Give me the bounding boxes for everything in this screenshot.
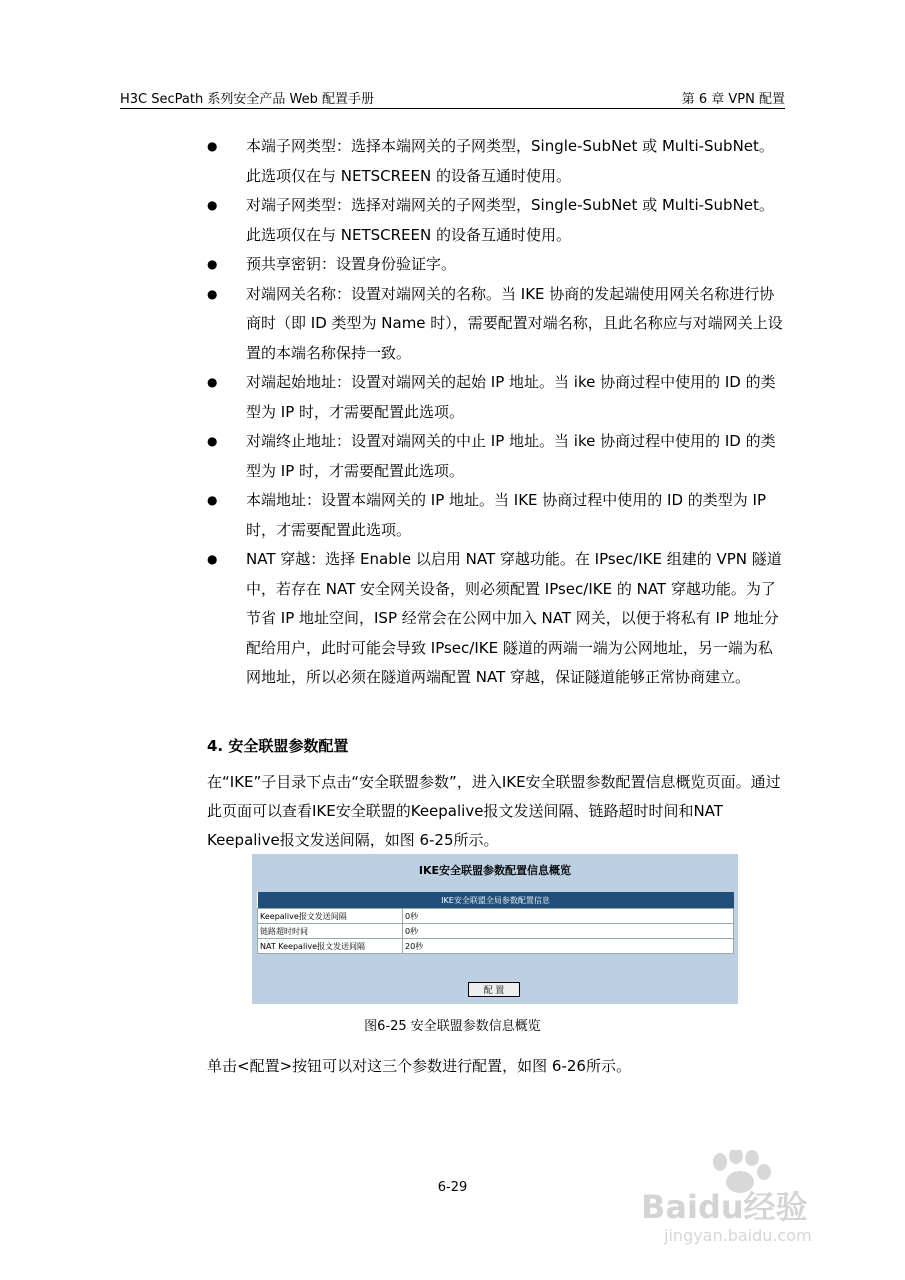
bullet-item: ● 本端地址：设置本端网关的 IP 地址。当 IKE 协商过程中使用的 ID 的类型为 IP 时，才需要配置此选项。 (207, 486, 787, 545)
row-value: 0秒 (403, 909, 734, 924)
watermark-brand: Baidu经验 (641, 1188, 808, 1226)
table-row (258, 909, 734, 924)
row-value: 20秒 (403, 939, 734, 954)
bullet-item: ● 本端子网类型：选择本端网关的子网类型，Single-SubNet 或 Multi-SubNet。此选项仅在与 NETSCREEN 的设备互通时使用。 (207, 132, 787, 191)
bullet-dot-icon: ● (207, 493, 218, 507)
bullet-item: ● NAT 穿越：选择 Enable 以启用 NAT 穿越功能。在 IPsec/IKE 组建的 VPN 隧道中，若存在 NAT 安全网关设备，则必须配置 IPsec/IKE 的 NAT 穿越功能。为了节省 IP 地址空间，ISP 经常会在公网中加入 NAT 网关，以便于将私有 IP 地址分配给用户，此时可能会导致 IPsec/IKE 隧道的两端一端为公网地址，另一端为私网地址，所以必须在隧道两端配置 NAT 穿越，保证隧道能够正常协商建立。 (207, 545, 787, 693)
row-key: NAT Keepalive报文发送间隔 (258, 939, 403, 954)
table-row (258, 939, 734, 954)
watermark (636, 1150, 866, 1245)
configure-button[interactable]: 配 置 (468, 982, 520, 997)
watermark-url: jingyan.baidu.com (664, 1226, 812, 1245)
bullet-dot-icon: ● (207, 139, 218, 153)
bullet-item: ● 对端终止地址：设置对端网关的中止 IP 地址。当 ike 协商过程中使用的 ID 的类型为 IP 时，才需要配置此选项。 (207, 427, 787, 486)
page-header (120, 86, 785, 109)
bullet-dot-icon: ● (207, 375, 218, 389)
bullet-dot-icon: ● (207, 286, 218, 301)
bullet-list (207, 132, 787, 693)
bullet-item: ● 对端网关名称：设置对端网关的名称。当 IKE 协商的发起端使用网关名称进行协商时（即 ID 类型为 Name 时），需要配置对端名称，且此名称应与对端网关上设置的本端名称保持一致。 (207, 280, 787, 369)
bullet-item: ● 对端子网类型：选择对端网关的子网类型，Single-SubNet 或 Multi-SubNet。此选项仅在与 NETSCREEN 的设备互通时使用。 (207, 191, 787, 250)
table-row (258, 924, 734, 939)
params-table (257, 892, 734, 954)
row-key: 链路超时时间 (258, 924, 403, 939)
bullet-dot-icon: ● (207, 257, 218, 271)
table-header-row (258, 892, 734, 909)
figure-title: IKE安全联盟参数配置信息概览 (418, 864, 572, 877)
row-key: Keepalive报文发送间隔 (258, 909, 403, 924)
bullet-item: ● 预共享密钥：设置身份验证字。 (207, 250, 787, 280)
bottom-paragraph: 单击<配置>按钮可以对这三个参数进行配置，如图 6-26所示。 (207, 1057, 631, 1075)
figure-caption: 图6-25 安全联盟参数信息概览 (364, 1019, 541, 1034)
figure-screenshot (252, 854, 738, 1004)
bullet-dot-icon: ● (207, 552, 218, 566)
row-value: 0秒 (403, 924, 734, 939)
bullet-dot-icon: ● (207, 434, 218, 448)
intro-paragraph: 在“IKE”子目录下点击“安全联盟参数”，进入IKE安全联盟参数配置信息概览页面。通过此页面可以查看IKE安全联盟的Keepalive报文发送间隔、链路超时时间和NAT Keepalive报文发送间隔，如图 6-25所示。 (207, 773, 781, 849)
section-title: 4. 安全联盟参数配置 (207, 737, 349, 755)
bullet-item: ● 对端起始地址：设置对端网关的起始 IP 地址。当 ike 协商过程中使用的 ID 的类型为 IP 时，才需要配置此选项。 (207, 368, 787, 427)
page-number: 6-29 (437, 1180, 468, 1195)
bullet-dot-icon: ● (207, 198, 218, 212)
table-header: IKE安全联盟全局参数配置信息 (258, 892, 734, 909)
header-right: 第 6 章 VPN 配置 (681, 92, 785, 107)
header-left: H3C SecPath 系列安全产品 Web 配置手册 (120, 92, 374, 107)
